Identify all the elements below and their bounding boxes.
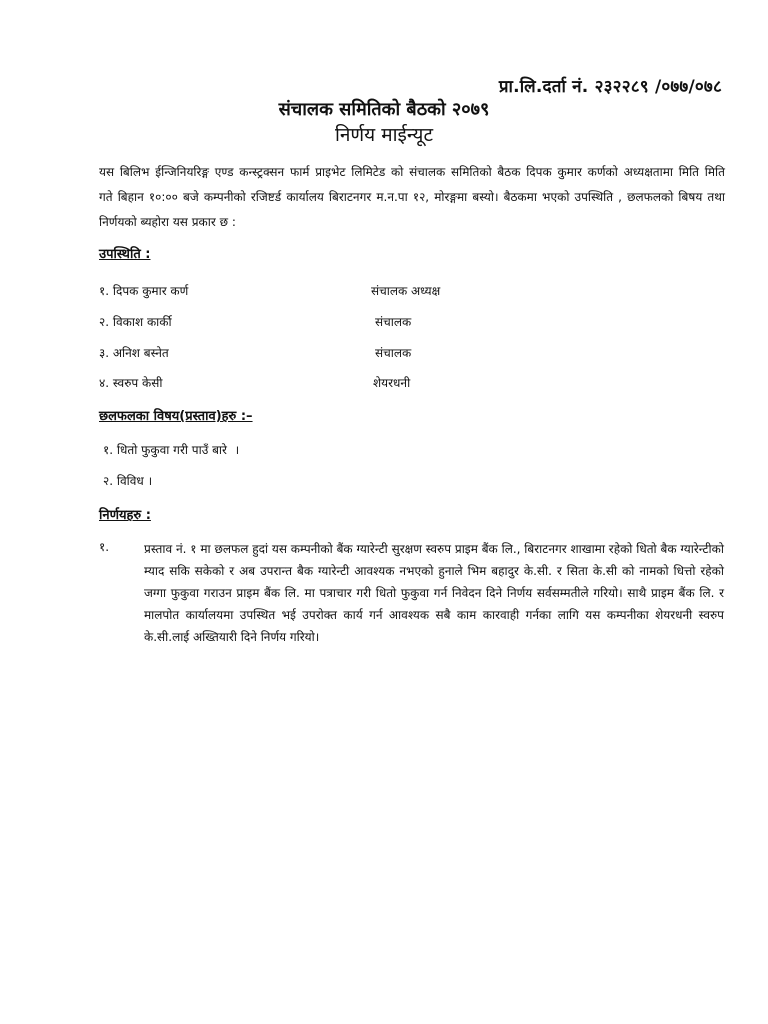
member-name: ३. अनिश बस्नेत	[99, 346, 169, 360]
intro-text-part2: गते बिहान १०:०० बजे कम्पनीको रजिष्टर्ड कार्यालय बिराटनगर म.न.पा १२, मोरङ्गमा बस्यो। बैठकमा भएको उपस्थिति , छलफलको बिषय तथा निर्णयको ब्यहोरा यस प्रकार छ :	[99, 190, 729, 229]
member-role: संचालक	[375, 346, 412, 360]
decisions-heading: निर्णयहरु :	[99, 508, 151, 523]
member-name: ४. स्वरुप केसी	[99, 376, 163, 390]
agenda-heading: छलफलका विषय(प्रस्ताव)हरु :–	[99, 409, 253, 424]
member-name: १. दिपक कुमार कर्ण	[99, 284, 189, 298]
registration-number: प्रा.लि.दर्ता नं. २३२२८९ /०७७/०७८	[498, 77, 722, 97]
date-blank	[725, 165, 768, 179]
attendance-row	[99, 374, 659, 394]
attendance-row	[99, 282, 659, 302]
attendance-row	[99, 344, 659, 364]
member-role: संचालक	[375, 315, 412, 329]
member-role: शेयरधनी	[373, 376, 411, 390]
attendance-row	[99, 313, 659, 333]
decision-number: १.	[99, 540, 110, 554]
agenda-item: १. धितो फुकुवा गरी पाउँ बारे ।	[103, 443, 240, 457]
attendance-heading: उपस्थिति :	[99, 247, 151, 262]
member-name: २. विकाश कार्की	[99, 315, 172, 329]
meeting-title: संचालक समितिको बैठको २०७९	[278, 99, 490, 120]
intro-text-part1: यस बिलिभ ईन्जिनियरिङ्ग एण्ड कन्स्ट्रक्सन फार्म प्राइभेट लिमिटेड को संचालक समितिको बैठक दिपक कुमार कर्णको अध्यक्षतामा मिति मिति	[99, 165, 725, 179]
member-role: संचालक अध्यक्ष	[371, 284, 441, 298]
minute-subtitle: निर्णय माईन्यूट	[334, 124, 434, 146]
agenda-item: २. विविध ।	[103, 474, 153, 488]
intro-paragraph	[99, 160, 729, 235]
decision-text: प्रस्ताव नं. १ मा छलफल हुदां यस कम्पनीको बैंक ग्यारेन्टी सुरक्षण स्वरुप प्राइम बैंक लि., बिराटनगर शाखामा रहेको धितो बैक ग्यारेन्टीको म्याद सकि सकेको र अब उपरान्त बैक ग्यारेन्टी आवश्यक नभएको हुनाले भिम बहादुर के.सी. र सिता के.सी को नामको धित्तो रहेको जग्गा फुकुवा गराउन प्राइम बैंक लि. मा पत्राचार गरी धितो फुकुवा गर्न निवेदन दिने निर्णय सर्वसम्मतीले गरियो। साथै प्राइम बैंक लि. र मालपोत कार्यालयमा उपस्थित भई उपरोक्त कार्य गर्न आवश्यक सबै काम कारवाही गर्नका लागि यस कम्पनीका शेयरधनी स्वरुप के.सी.लाई अख्तियारी दिने निर्णय गरियो।	[144, 542, 724, 644]
